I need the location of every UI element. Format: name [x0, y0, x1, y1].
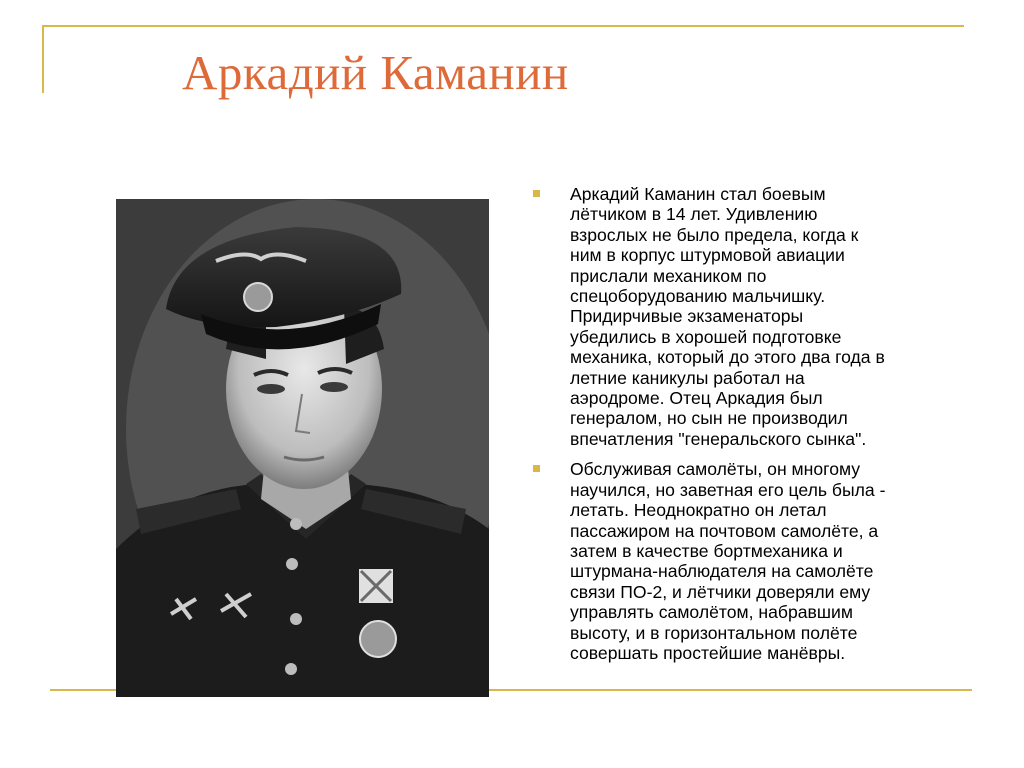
- text-line: научился, но заветная его цель была -: [570, 479, 886, 500]
- left-rule: [42, 25, 44, 93]
- text-line: аэродроме. Отец Аркадия был: [570, 388, 823, 409]
- text-line: убедились в хорошей подготовке: [570, 326, 842, 347]
- text-line: летать. Неоднократно он летал: [570, 500, 827, 521]
- bullet-text-1: [570, 184, 960, 449]
- text-line: Аркадий Каманин стал боевым: [570, 184, 826, 204]
- text-line: пассажиром на почтовом самолёте, а: [570, 520, 879, 541]
- text-line: прислали механиком по: [570, 265, 767, 286]
- bullet-square-icon: [533, 465, 540, 472]
- bullet-square-icon: [533, 190, 540, 197]
- portrait-photo: [116, 199, 489, 697]
- text-line: управлять самолётом, набравшим: [570, 602, 853, 623]
- text-line: совершать простейшие манёвры.: [570, 642, 846, 663]
- top-rule: [42, 25, 964, 27]
- text-line: Придирчивые экзаменаторы: [570, 306, 804, 327]
- text-line: впечатления "генеральского сынка".: [570, 428, 867, 449]
- bullet-text-2: [570, 459, 960, 663]
- slide-title: Аркадий Каманин: [182, 45, 569, 100]
- text-line: высоту, и в горизонтальном полёте: [570, 622, 858, 643]
- text-line: связи ПО-2, и лётчики доверяли ему: [570, 581, 871, 602]
- text-line: штурмана-наблюдателя на самолёте: [570, 561, 874, 582]
- text-line: затем в качестве бортмеханика и: [570, 540, 843, 561]
- text-line: летние каникулы работал на: [570, 367, 805, 388]
- bullet-list: [530, 184, 960, 673]
- bullet-item-1: [530, 184, 960, 449]
- text-line: механика, который до этого два года в: [570, 347, 885, 368]
- text-line: спецоборудованию мальчишку.: [570, 286, 826, 307]
- text-line: Обслуживая самолёты, он многому: [570, 459, 861, 480]
- text-line: генералом, но сын не производил: [570, 408, 848, 429]
- bullet-item-2: [530, 459, 960, 663]
- text-line: ним в корпус штурмовой авиации: [570, 245, 845, 266]
- text-line: лётчиком в 14 лет. Удивлению: [570, 204, 818, 225]
- portrait-illustration: [116, 199, 489, 697]
- text-line: взрослых не было предела, когда к: [570, 224, 859, 245]
